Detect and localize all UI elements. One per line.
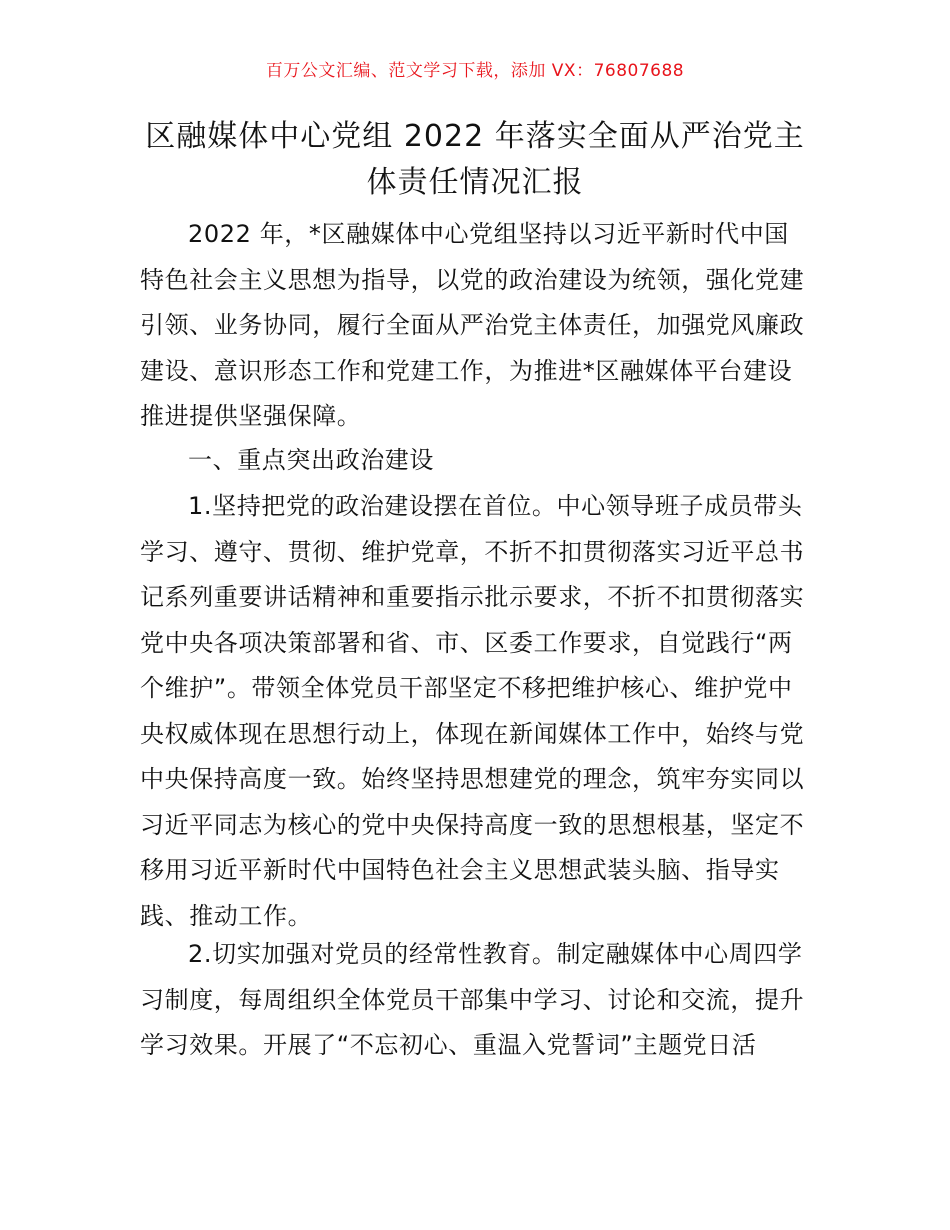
text-line: 党中央各项决策部署和省、市、区委工作要求，自觉践行“两: [140, 628, 793, 657]
item-1-paragraph: [140, 484, 810, 939]
section-heading-text: 一、重点突出政治建设: [188, 446, 434, 474]
header-watermark-note: 百万公文汇编、范文学习下载，添加 VX：76807688: [265, 61, 685, 81]
text-line: 引领、业务协同，履行全面从严治党主体责任，加强党风廉政: [140, 311, 805, 339]
text-line: 记系列重要讲话精神和重要指示批示要求，不折不扣贯彻落实: [140, 583, 805, 611]
item-2-paragraph: [140, 932, 810, 1069]
title-line-1: 区融媒体中心党组 2022 年落实全面从严治党主: [145, 119, 805, 154]
text-line: 学习效果。开展了“不忘初心、重温入党誓词”主题党日活: [140, 1031, 757, 1059]
title-line-2: 体责任情况汇报: [366, 165, 584, 200]
document-title: [140, 114, 810, 206]
text-line: 央权威体现在思想行动上，体现在新闻媒体工作中，始终与党: [140, 719, 805, 748]
text-line: 特色社会主义思想为指导，以党的政治建设为统领，强化党建: [140, 265, 805, 294]
text-line: 习制度，每周组织全体党员干部集中学习、讨论和交流，提升: [140, 985, 805, 1014]
text-line: 推进提供坚强保障。: [140, 402, 362, 430]
text-line: 移用习近平新时代中国特色社会主义思想武装头脑、指导实: [140, 856, 780, 884]
text-line: 学习、遵守、贯彻、维护党章，不折不扣贯彻落实习近平总书: [140, 537, 805, 566]
text-line: 1.坚持把党的政治建设摆在首位。中心领导班子成员带头: [188, 492, 803, 520]
text-line: 2.切实加强对党员的经常性教育。制定融媒体中心周四学: [188, 940, 803, 968]
section-heading: [140, 438, 810, 484]
text-line: 个维护”。带领全体党员干部坚定不移把维护核心、维护党中: [140, 674, 793, 702]
text-line: 习近平同志为核心的党中央保持高度一致的思想根基，坚定不: [140, 810, 805, 839]
text-line: 2022 年，*区融媒体中心党组坚持以习近平新时代中国: [188, 220, 789, 248]
text-line: 建设、意识形态工作和党建工作，为推进*区融媒体平台建设: [140, 356, 793, 385]
text-line: 践、推动工作。: [140, 901, 313, 930]
intro-paragraph: [140, 212, 810, 440]
text-line: 中央保持高度一致。始终坚持思想建党的理念，筑牢夯实同以: [140, 765, 805, 793]
